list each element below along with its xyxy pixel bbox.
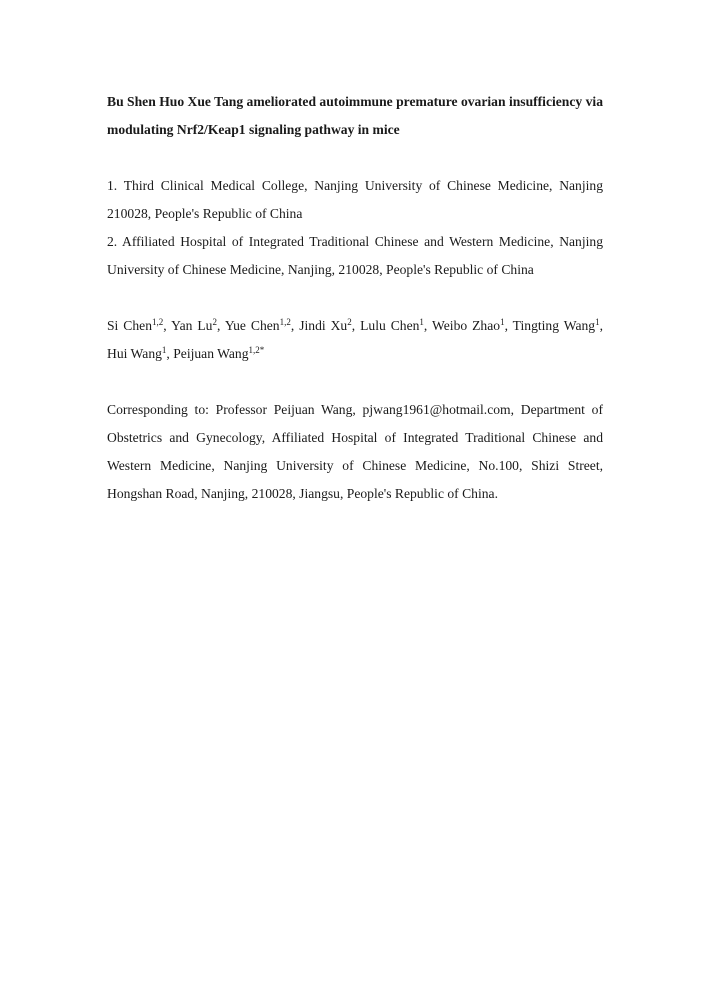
author-affiliation-marker: 2 — [212, 317, 217, 327]
author-separator: , — [290, 318, 300, 333]
paper-title: Bu Shen Huo Xue Tang ameliorated autoimmune premature ovarian insufficiency via modulating Nrf2/Keap1 signaling pathway in mice — [107, 94, 603, 137]
author-separator: , — [599, 318, 603, 333]
author-affiliation-marker: 2 — [347, 317, 352, 327]
author — [299, 318, 360, 333]
affiliation-2: 2. Affiliated Hospital of Integrated Traditional Chinese and Western Medicine, Nanjing University of Chinese Medicine, Nanjing, 210028, People's Republic of China — [107, 234, 603, 277]
author-name: Yan Lu — [171, 318, 213, 333]
author-affiliation-marker: 1 — [419, 317, 424, 327]
author — [432, 318, 513, 333]
author-name: Weibo Zhao — [432, 318, 501, 333]
author — [360, 318, 432, 333]
corresponding-author-info: Corresponding to: Professor Peijuan Wang, pjwang1961@hotmail.com, Department of Obstetrics and Gynecology, Affiliated Hospital of Integrated Traditional Chinese and Western Medicine, Nanjing University of Chinese Medicine, No.100, Shizi Street, Hongshan Road, Nanjing, 210028, Jiangsu, People's Republic of China. — [107, 402, 603, 501]
author-affiliation-marker: 1,2 — [152, 317, 164, 327]
author-separator: , — [504, 318, 513, 333]
author-name: Hui Wang — [107, 346, 162, 361]
author — [173, 346, 264, 361]
author-separator: , — [216, 318, 225, 333]
paper-title-page — [107, 88, 603, 508]
author-list — [107, 312, 603, 368]
affiliation-1: 1. Third Clinical Medical College, Nanjing University of Chinese Medicine, Nanjing 210028, People's Republic of China — [107, 178, 603, 221]
author-name: Lulu Chen — [360, 318, 420, 333]
author-affiliation-marker: 1,2* — [248, 345, 265, 355]
author-name: Peijuan Wang — [173, 346, 249, 361]
author-affiliation-marker: 1 — [500, 317, 505, 327]
author — [107, 346, 173, 361]
author-separator: , — [423, 318, 433, 333]
affiliations — [107, 172, 603, 284]
author-affiliation-marker: 1 — [595, 317, 600, 327]
author-separator: , — [351, 318, 361, 333]
author-name: Jindi Xu — [299, 318, 348, 333]
author — [513, 318, 603, 333]
author-name: Yue Chen — [224, 318, 280, 333]
author-separator: , — [166, 346, 174, 361]
author — [225, 318, 299, 333]
author — [107, 318, 171, 333]
author — [171, 318, 225, 333]
author-affiliation-marker: 1,2 — [279, 317, 291, 327]
author-name: Si Chen — [107, 318, 152, 333]
author-name: Tingting Wang — [512, 318, 596, 333]
author-affiliation-marker: 1 — [161, 345, 167, 355]
author-separator: , — [163, 318, 172, 333]
